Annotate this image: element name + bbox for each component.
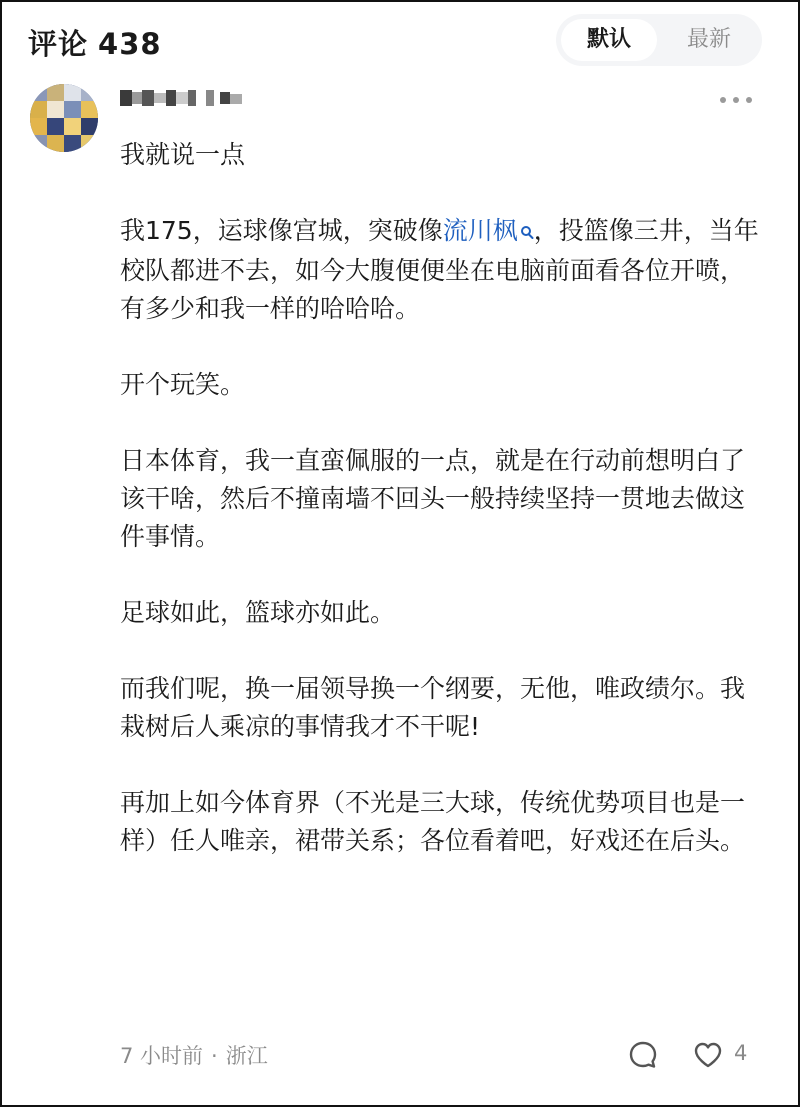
comment-paragraph-2: [120, 212, 760, 328]
comments-count: 438: [98, 27, 162, 61]
paragraph-2-text-before: 我175，运球像宫城，突破像: [120, 216, 443, 245]
paragraph-2-text-after: ，投篮像三井，当年校队都进不去，如今大腹便便坐在电脑前面看各位开喷，有多少和我一样的哈哈哈。: [120, 216, 759, 323]
sort-toggle: [556, 14, 762, 66]
comment-body: [120, 136, 760, 860]
comment-bubble-icon[interactable]: [628, 1040, 658, 1070]
comment-paragraph-7: 再加上如今体育界（不光是三大球，传统优势项目也是一样）任人唯亲，裙带关系；各位看着吧，好戏还在后头。: [120, 788, 746, 855]
avatar[interactable]: [30, 84, 98, 152]
comment-paragraph-5: 足球如此，篮球亦如此。: [120, 598, 396, 627]
search-link-liuchuanfeng[interactable]: [443, 216, 534, 245]
search-link-label[interactable]: 流川枫: [442, 216, 518, 245]
meta-separator: ·: [211, 1044, 218, 1068]
comment-meta: [120, 1040, 268, 1070]
sort-default-button[interactable]: 默认: [561, 19, 657, 61]
comment-paragraph-4: 日本体育，我一直蛮佩服的一点，就是在行动前想明白了该干啥，然后不撞南墙不回头一般持续坚持一贯地去做这件事情。: [120, 446, 746, 551]
heart-icon[interactable]: [693, 1041, 723, 1069]
sort-latest-button[interactable]: 最新: [686, 27, 731, 52]
comment-location: 浙江: [225, 1044, 268, 1068]
comment-paragraph-1: 我就说一点: [120, 140, 246, 169]
comment-paragraph-6: 而我们呢，换一届领导换一个纲要，无他，唯政绩尔。我栽树后人乘凉的事情我才不干呢!: [120, 674, 746, 741]
comment-paragraph-3: 开个玩笑。: [120, 370, 246, 399]
more-dots-icon[interactable]: [718, 90, 754, 110]
comment-time: 7 小时前: [120, 1044, 204, 1068]
comments-title: 评论: [28, 27, 89, 61]
username-blurred[interactable]: [120, 84, 250, 112]
like-count: 4: [734, 1041, 748, 1065]
search-icon: [520, 214, 534, 252]
comments-header: [28, 22, 162, 63]
